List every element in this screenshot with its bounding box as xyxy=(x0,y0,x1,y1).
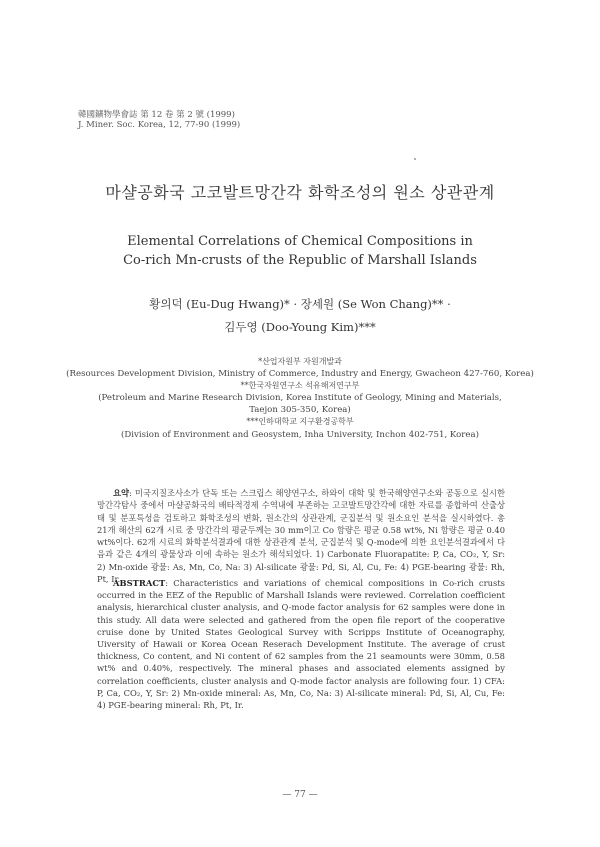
korean-abstract xyxy=(97,487,505,585)
english-abstract xyxy=(97,577,505,711)
affiliation-2-english-cont: Taejon 305-350, Korea) xyxy=(249,405,351,416)
author-line-1: 황의덕 (Eu-Dug Hwang)* · 장세원 (Se Won Chang)** · xyxy=(149,297,451,311)
affiliation-3-english: (Division of Environment and Geosystem, Inha University, Inchon 402-751, Korea) xyxy=(121,429,479,440)
journal-header xyxy=(78,110,240,130)
author-line-2: 김두영 (Doo-Young Kim)*** xyxy=(224,320,376,334)
korean-abstract-text: : 미국지질조사소가 단독 또는 스크립스 해양연구소, 하와이 대학 및 한국해양연구소와 공동으로 실시한 망간각탐사 중에서 마샬공화국의 배타적경제 수역내에 부존하는 고코발트망간각에 대한 자료를 종합하여 산출상태 및 분포특성을 검토하고 화학조성의 변화, 원소간의 상관관계, 군집분석 및 원소요인 분석을 실시하였다. 총 21개 해산의 62개 시료 중 망간각의 평균두께는 30 mm이고 Co 함량은 평균 0.58 wt%, Ni 함량은 평균 0.40 wt%이다. 62개 시료의 화학분석결과에 대한 상관관계 분석, 군집분석 및 Q-mode에 의한 요인분석결과에서 다음과 같은 4개의 광물상과 이에 속하는 원소가 해석되었다. 1) Carbonate Fluorapatite: P, Ca, CO₂, Y, Sr: 2) Mn-oxide 광물: As, Mn, Co, Na: 3) Al-silicate 광물: Pd, Si, Al, Cu, Fe: 4) PGE-bearing 광물: Rh, Pt, Ir. xyxy=(97,488,505,585)
korean-abstract-label: 요약 xyxy=(113,488,130,498)
english-abstract-text: : Characteristics and variations of chemical compositions in Co-rich crusts occurred in the EEZ of the Republic of Marshall Islands were reviewed. Correlation coefficient analysis, hierarchical cluster analysis, and Q-mode factor analysis for 62 samples were done in this study. All data were selected and gathered from the open file report of the cooperative cruise done by United States Geological Survey with Scripps Institute of Oceanography, Uiversity of Hawaii or Korea Ocean Reserach Development Institute. The average of crust thickness, Co content, and Ni content of 62 samples from the 21 seamounts were 30mm, 0.58 wt% and 0.40%, respectively. The mineral phases and associated elements assigned by correlation coefficients, cluster analysis and Q-mode factor analysis are following four. 1) CFA: P, Ca, CO₂, Y, Sr: 2) Mn-oxide mineral: As, Mn, Co, Na: 3) Al-silicate mineral: Pd, Si, Al, Cu, Fe: 4) PGE-bearing mineral: Rh, Pt, Ir. xyxy=(97,578,505,711)
author-list xyxy=(0,293,600,339)
page-number: — 77 — xyxy=(282,790,318,800)
english-abstract-label: ABSTRACT xyxy=(113,578,166,588)
english-title-line-1: Elemental Correlations of Chemical Compositions in xyxy=(127,234,473,249)
affiliation-1-english: (Resources Development Division, Ministry of Commerce, Industry and Energy, Gwacheon 427-760, Korea) xyxy=(66,369,534,380)
english-title xyxy=(0,232,600,270)
affiliation-1-korean: *산업자원부 자원개발과 xyxy=(258,357,342,366)
affiliation-3-korean: ***인하대학교 지구환경공학부 xyxy=(246,417,354,427)
speck-mark xyxy=(414,158,416,160)
korean-title: 마샬공화국 고코발트망간각 화학조성의 원소 상관관계 xyxy=(105,183,495,202)
journal-header-korean: 韓國鑛物學會誌 第 12 卷 第 2 號 (1999) xyxy=(78,110,235,120)
affiliation-2-korean: **한국자원연구소 석유해저연구부 xyxy=(240,381,360,391)
affiliations xyxy=(0,356,600,441)
affiliation-2-english: (Petroleum and Marine Research Division, Korea Institute of Geology, Mining and Materials, xyxy=(98,393,502,404)
english-title-line-2: Co-rich Mn-crusts of the Republic of Marshall Islands xyxy=(123,253,477,268)
journal-header-english: J. Miner. Soc. Korea, 12, 77-90 (1999) xyxy=(78,120,241,130)
